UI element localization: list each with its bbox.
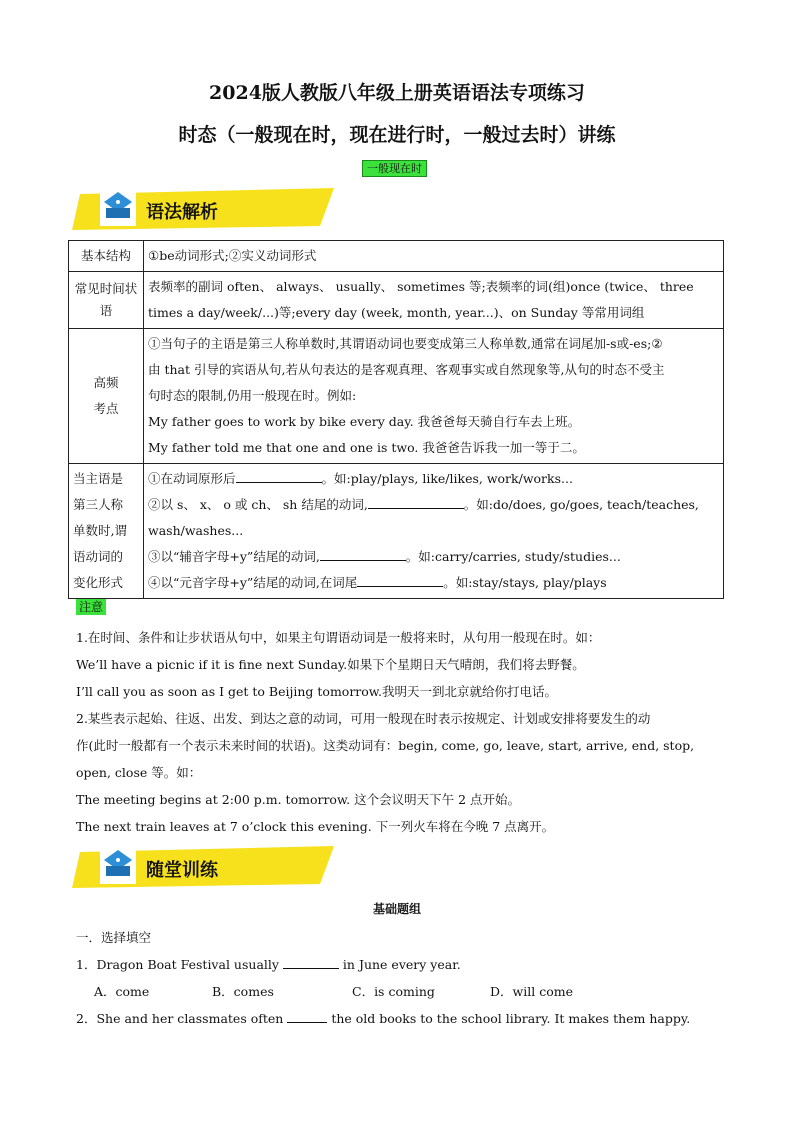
banner-practice (72, 846, 334, 888)
rule-1-text: ①在动词原形后 (148, 471, 236, 486)
third-person-head-2: 第三人称 (73, 497, 124, 512)
note-example-3: The meeting begins at 2:00 p.m. tomorrow. 这个会议明天下午 2 点开始。 (76, 792, 521, 807)
note-example-4: The next train leaves at 7 o’clock this evening. 下一列火车将在今晚 7 点离开。 (76, 819, 555, 834)
section-tag (362, 160, 427, 176)
rule-2-text: ②以 s、 x、 o 或 ch、 sh 结尾的动词, (148, 497, 368, 512)
rule-4-example: 。如:stay/stays, play/plays (443, 575, 607, 590)
key-points-head-b: 考点 (93, 401, 119, 416)
row-head-adverbials-label: 常见时间状语 (74, 281, 138, 318)
rule-3 (148, 544, 719, 570)
option-b[interactable]: B．comes (212, 984, 274, 999)
banner-practice-label: 随堂训练 (146, 860, 218, 881)
note-tag (76, 598, 106, 615)
group-title: 基础题组 (372, 902, 421, 916)
third-person-head-3: 单数时,谓 (73, 523, 127, 538)
note-paragraph-2-cont: 作(此时一般都有一个表示未来时间的状语)。这类动词有：begin, come, go, leave, start, arrive, end, stop, (76, 738, 695, 753)
section-tag-label: 一般现在时 (362, 160, 427, 177)
note-example-1: We’ll have a picnic if it is fine next Sunday.如果下个星期日天气晴朗，我们将去野餐。 (76, 657, 585, 672)
adverbials-line-2: times a day/week/...)等;every day (week, month, year...)、on Sunday 等常用词组 (148, 305, 645, 320)
banner-grammar (72, 188, 334, 230)
note-paragraph-2-end: open, close 等。如： (76, 765, 202, 780)
rule-2 (148, 492, 719, 518)
rule-2-cont: wash/washes... (148, 523, 244, 538)
rule-4-text: ④以“元音字母+y”结尾的动词,在词尾 (148, 575, 358, 590)
grammar-table (68, 240, 724, 599)
note-paragraph-1: 1.在时间、条件和让步状语从句中，如果主句谓语动词是一般将来时，从句用一般现在时。如： (76, 630, 601, 645)
question-2-text: 2．She and her classmates often (76, 1011, 284, 1026)
question-1 (76, 955, 461, 973)
row-head-key-points (69, 329, 144, 464)
document-subtitle: 时态（一般现在时，现在进行时，一般过去时）讲练 (178, 124, 616, 146)
rule-2-example: 。如:do/does, go/goes, teach/teaches, (463, 497, 699, 512)
exercise-section: 一．选择填空 (76, 930, 152, 945)
third-person-head-1: 当主语是 (73, 471, 124, 486)
table-row (69, 272, 724, 329)
banner-grammar-label: 语法解析 (146, 202, 218, 223)
option-c[interactable]: C．is coming (352, 984, 435, 999)
answer-blank[interactable] (287, 1010, 327, 1023)
document-title: 2024版人教版八年级上册英语语法专项练习 (209, 82, 585, 104)
note-example-2: I’ll call you as soon as I get to Beijing tomorrow.我明天一到北京就给你打电话。 (76, 684, 557, 699)
note-tag-label: 注意 (76, 599, 106, 615)
third-person-head-5: 变化形式 (73, 575, 124, 590)
rule-4 (148, 570, 719, 596)
row-content-structure: ①be动词形式;②实义动词形式 (144, 241, 724, 272)
question-1-text: 1．Dragon Boat Festival usually (76, 957, 279, 972)
question-1-text-end: in June every year. (342, 957, 461, 972)
question-2 (76, 1009, 690, 1027)
key-points-head-a: 高频 (93, 375, 119, 390)
answer-blank[interactable] (283, 956, 339, 969)
fill-blank[interactable] (368, 496, 464, 509)
rule-1-example: 。如:play/plays, like/likes, work/works... (321, 471, 573, 486)
key-line-2: 由 that 引导的宾语从句,若从句表达的是客观真理、客观事实或自然现象等,从句的时态不受主 (148, 362, 665, 377)
third-person-head-4: 语动词的 (73, 549, 124, 564)
rule-1 (148, 466, 719, 492)
table-row (69, 464, 724, 599)
rule-3-text: ③以“辅音字母+y”结尾的动词, (148, 549, 320, 564)
question-1-options (94, 982, 573, 1000)
key-line-5: My father told me that one and one is two. 我爸爸告诉我一加一等于二。 (148, 440, 585, 455)
key-line-3: 句时态的限制,仍用一般现在时。例如: (148, 388, 357, 403)
note-paragraph-2: 2.某些表示起始、往返、出发、到达之意的动词，可用一般现在时表示按规定、计划或安排将要发生的动 (76, 711, 651, 726)
key-line-4: My father goes to work by bike every day. 我爸爸每天骑自行车去上班。 (148, 414, 581, 429)
row-content-third-person (144, 464, 724, 599)
table-row (69, 329, 724, 464)
rule-3-example: 。如:carry/carries, study/studies... (405, 549, 621, 564)
row-content-key-points (144, 329, 724, 464)
row-head-third-person (69, 464, 144, 599)
fill-blank[interactable] (320, 548, 406, 561)
table-row (69, 241, 724, 272)
option-d[interactable]: D．will come (490, 984, 573, 999)
row-content-adverbials (144, 272, 724, 329)
row-head-adverbials (69, 272, 144, 329)
question-2-text-end: the old books to the school library. It makes them happy. (331, 1011, 691, 1026)
fill-blank[interactable] (236, 470, 322, 483)
option-a[interactable]: A．come (94, 984, 150, 999)
row-head-structure: 基本结构 (69, 241, 144, 272)
adverbials-line-1: 表频率的副词 often、 always、 usually、 sometimes 等;表频率的词(组)once (twice、 three (148, 279, 694, 294)
key-line-1: ①当句子的主语是第三人称单数时,其谓语动词也要变成第三人称单数,通常在词尾加-s或-es;② (148, 336, 663, 351)
fill-blank[interactable] (357, 574, 443, 587)
